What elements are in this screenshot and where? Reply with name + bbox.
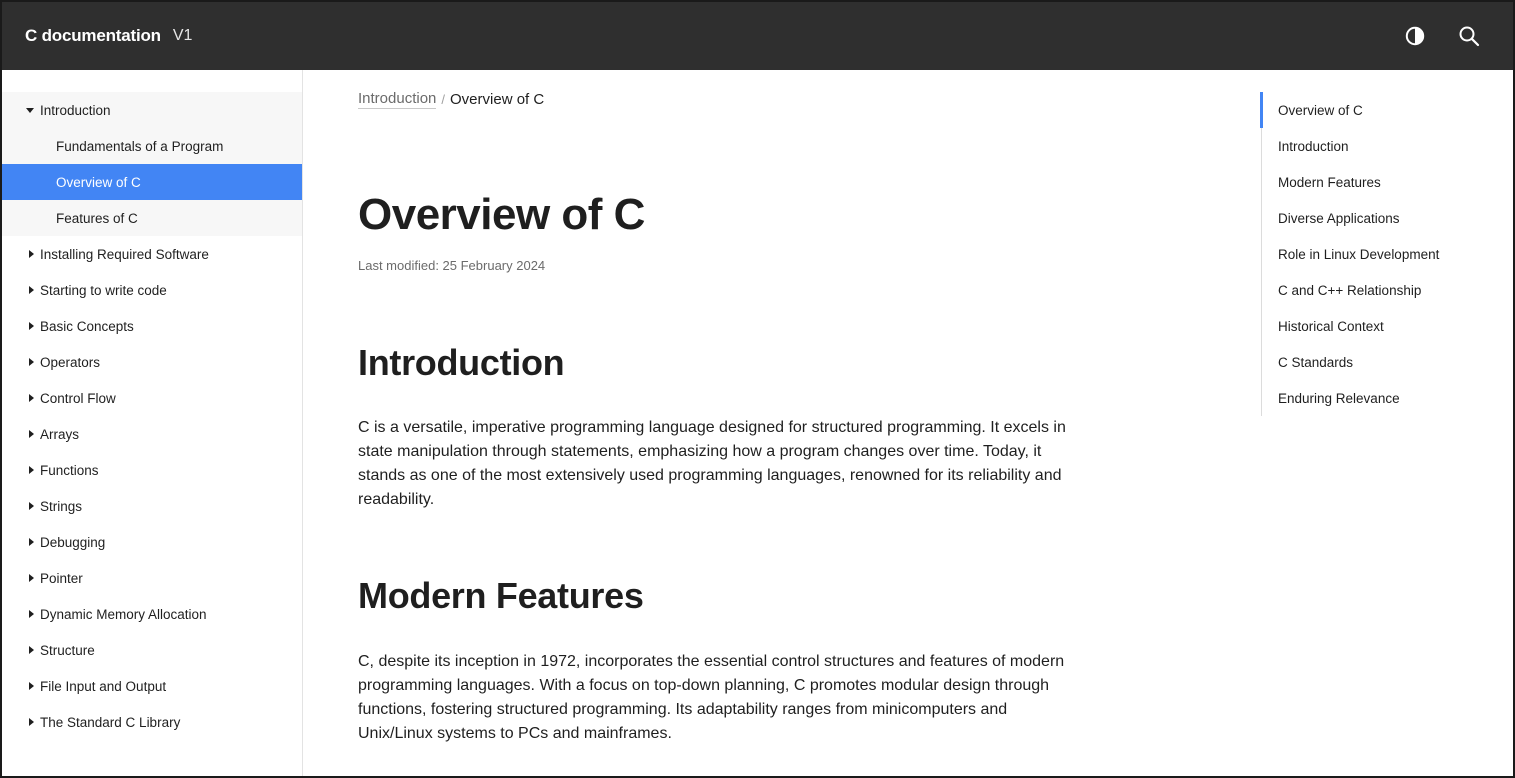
toc-item-label: Enduring Relevance xyxy=(1278,390,1400,406)
toc-item-diverse-applications[interactable] xyxy=(1262,200,1491,236)
sidebar-item-label: Strings xyxy=(40,498,83,514)
toc-item-role-in-linux[interactable] xyxy=(1262,236,1491,272)
sidebar-item-dynamic-memory[interactable] xyxy=(2,596,302,632)
sidebar-item-label: File Input and Output xyxy=(40,678,167,694)
toc-item-label: Introduction xyxy=(1278,138,1349,154)
sidebar-item-label: Overview of C xyxy=(56,174,141,190)
sidebar-item-label: Arrays xyxy=(40,426,80,442)
sidebar-item-label: The Standard C Library xyxy=(40,714,181,730)
sidebar-item-introduction[interactable] xyxy=(2,92,302,128)
chevron-right-icon[interactable] xyxy=(2,538,40,546)
sidebar-item-operators[interactable] xyxy=(2,344,302,380)
chevron-right-icon[interactable] xyxy=(2,574,40,582)
toc-item-modern-features[interactable] xyxy=(1262,164,1491,200)
toc-item-label: C Standards xyxy=(1278,354,1354,370)
sidebar-item-label: Structure xyxy=(40,642,95,658)
table-of-contents xyxy=(1261,92,1491,416)
sidebar-item-installing-software[interactable] xyxy=(2,236,302,272)
last-modified: Last modified: 25 February 2024 xyxy=(358,258,546,273)
page-title: Overview of C xyxy=(358,190,645,239)
toc-item-label: C and C++ Relationship xyxy=(1278,282,1422,298)
toc-item-label: Role in Linux Development xyxy=(1278,246,1440,262)
breadcrumb-separator: / xyxy=(441,92,446,107)
breadcrumb-current: Overview of C xyxy=(450,91,545,108)
toc-item-c-standards[interactable] xyxy=(1262,344,1491,380)
theme-toggle-icon[interactable] xyxy=(1403,24,1427,48)
sidebar-item-label: Starting to write code xyxy=(40,282,167,298)
sidebar-item-label: Control Flow xyxy=(40,390,116,406)
chevron-right-icon[interactable] xyxy=(2,358,40,366)
sidebar-item-starting-to-write-code[interactable] xyxy=(2,272,302,308)
version-label[interactable]: V1 xyxy=(172,27,193,44)
toc-item-historical-context[interactable] xyxy=(1262,308,1491,344)
sidebar-item-structure[interactable] xyxy=(2,632,302,668)
section-heading-modern-features: Modern Features xyxy=(358,575,644,616)
breadcrumb xyxy=(358,90,544,109)
chevron-right-icon[interactable] xyxy=(2,502,40,510)
chevron-right-icon[interactable] xyxy=(2,682,40,690)
chevron-right-icon[interactable] xyxy=(2,286,40,294)
chevron-right-icon[interactable] xyxy=(2,430,40,438)
sidebar-item-label: Features of C xyxy=(56,210,138,226)
search-icon[interactable] xyxy=(1457,24,1481,48)
toc-item-c-and-cpp[interactable] xyxy=(1262,272,1491,308)
sidebar-item-overview-of-c[interactable] xyxy=(2,164,302,200)
breadcrumb-link-introduction[interactable]: Introduction xyxy=(358,90,437,107)
chevron-right-icon[interactable] xyxy=(2,466,40,474)
header-actions xyxy=(1403,2,1481,70)
chevron-right-icon[interactable] xyxy=(2,250,40,258)
sidebar-item-label: Operators xyxy=(40,354,101,370)
sidebar-item-standard-library[interactable] xyxy=(2,704,302,740)
sidebar-item-label: Installing Required Software xyxy=(40,246,209,262)
chevron-down-icon[interactable] xyxy=(2,108,40,113)
sidebar-nav xyxy=(2,70,303,776)
chevron-right-icon[interactable] xyxy=(2,394,40,402)
sidebar-item-arrays[interactable] xyxy=(2,416,302,452)
chevron-right-icon[interactable] xyxy=(2,718,40,726)
toc-item-label: Historical Context xyxy=(1278,318,1384,334)
brand[interactable] xyxy=(25,2,192,70)
toc-item-introduction[interactable] xyxy=(1262,128,1491,164)
toc-item-label: Overview of C xyxy=(1278,102,1363,118)
section-heading-introduction: Introduction xyxy=(358,342,565,383)
sidebar-item-pointer[interactable] xyxy=(2,560,302,596)
section-body-introduction: C is a versatile, imperative programming language designed for structured programming. It excels in state manipulation through statements, emphasizing how a program changes over time. Today, it stands as one of the most extensively used programming languages, renowned for its reliability and readability. xyxy=(358,419,1066,508)
sidebar-group-introduction xyxy=(2,92,302,236)
sidebar-item-fundamentals[interactable] xyxy=(2,128,302,164)
sidebar-item-file-io[interactable] xyxy=(2,668,302,704)
toc-item-label: Diverse Applications xyxy=(1278,210,1400,226)
toc-item-enduring-relevance[interactable] xyxy=(1262,380,1491,416)
sidebar-item-label: Dynamic Memory Allocation xyxy=(40,606,207,622)
sidebar-item-control-flow[interactable] xyxy=(2,380,302,416)
sidebar-item-debugging[interactable] xyxy=(2,524,302,560)
sidebar-item-label: Debugging xyxy=(40,534,106,550)
sidebar-item-functions[interactable] xyxy=(2,452,302,488)
chevron-right-icon[interactable] xyxy=(2,646,40,654)
toc-item-label: Modern Features xyxy=(1278,174,1381,190)
top-header xyxy=(2,2,1513,70)
chevron-right-icon[interactable] xyxy=(2,610,40,618)
sidebar-item-basic-concepts[interactable] xyxy=(2,308,302,344)
main-content xyxy=(358,70,1078,776)
chevron-right-icon[interactable] xyxy=(2,322,40,330)
section-body-modern-features: C, despite its inception in 1972, incorporates the essential control structures and features of modern programming languages. With a focus on top-down planning, C promotes modular design through functions, fostering structured programming. Its adaptability ranges from minicomputers and Unix/Linux systems to PCs and mainframes. xyxy=(358,653,1065,742)
sidebar-item-strings[interactable] xyxy=(2,488,302,524)
site-title[interactable]: C documentation xyxy=(25,26,161,45)
sidebar-item-label: Pointer xyxy=(40,570,83,586)
sidebar-item-label: Functions xyxy=(40,462,99,478)
sidebar-item-features-of-c[interactable] xyxy=(2,200,302,236)
sidebar-item-label: Basic Concepts xyxy=(40,318,134,334)
toc-item-overview-of-c[interactable] xyxy=(1262,92,1491,128)
sidebar-item-label: Introduction xyxy=(40,102,111,118)
sidebar-item-label: Fundamentals of a Program xyxy=(56,138,224,154)
